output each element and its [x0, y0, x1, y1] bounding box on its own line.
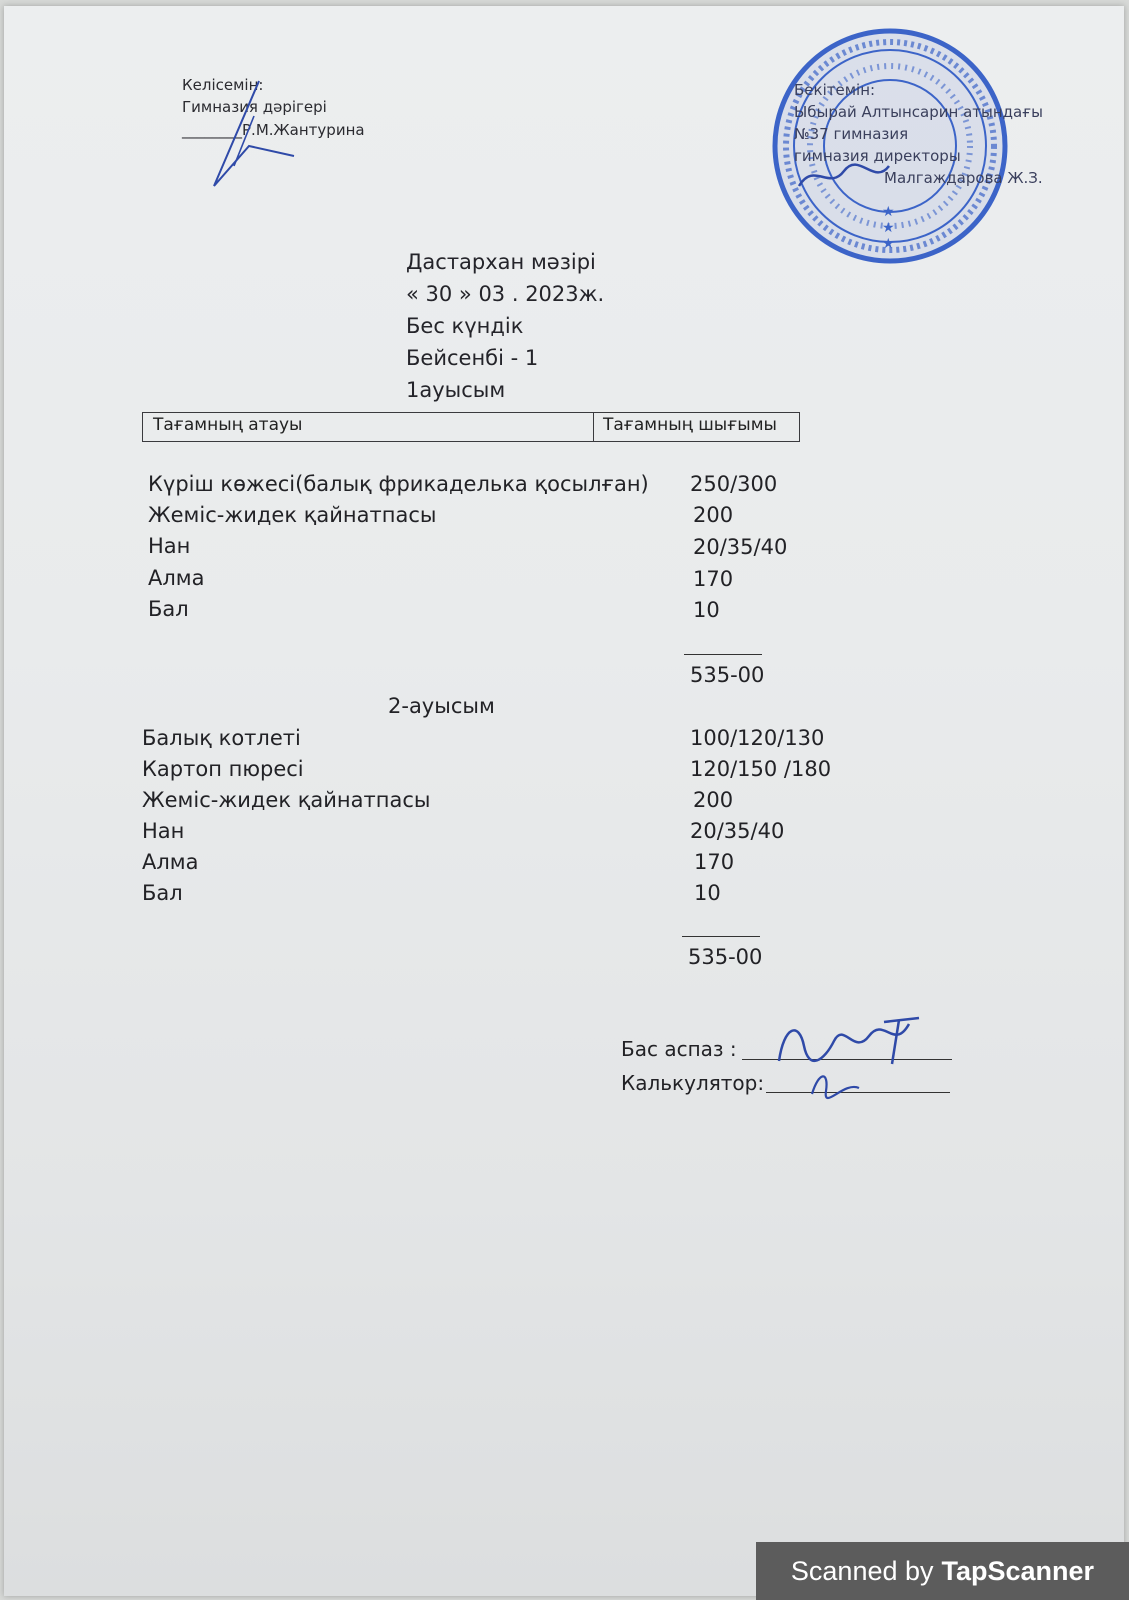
chef-label: Бас аспаз : [621, 1037, 737, 1061]
shift1-item-name: Нан [148, 534, 191, 558]
scanner-watermark-badge [756, 1542, 1129, 1600]
svg-text:★: ★ [882, 236, 895, 252]
shift1-item-name: Алма [148, 566, 205, 590]
shift1-item-name: Бал [148, 597, 189, 621]
document-page [4, 6, 1124, 1596]
menu-day: Бейсенбі - 1 [406, 346, 539, 370]
menu-date: « 30 » 03 . 2023ж. [406, 282, 605, 306]
shift1-total: 535-00 [690, 663, 765, 687]
shift1-item-name: Жеміс-жидек қайнатпасы [148, 503, 437, 527]
shift2-item-name: Бал [142, 881, 183, 905]
shift2-item-yield: 20/35/40 [690, 819, 785, 843]
column-yield-header: Тағамның шығымы [603, 415, 777, 435]
svg-text:★: ★ [882, 204, 895, 220]
chef-signature-icon [774, 1016, 924, 1071]
shift1-item-yield: 200 [693, 503, 734, 527]
approval-right-name: Малгаждарова Ж.З. [884, 169, 1043, 187]
shift2-item-yield: 100/120/130 [690, 726, 825, 750]
approval-left-role: Гимназия дәрігері [182, 98, 327, 116]
menu-title: Дастархан мәзірі [406, 250, 596, 274]
shift2-item-name: Картоп пюресі [142, 757, 304, 781]
total-underline [682, 936, 760, 937]
table-header [142, 412, 800, 442]
shift1-item-yield: 250/300 [690, 472, 778, 496]
shift1-title: 1ауысым [406, 378, 506, 402]
director-signature-icon [794, 156, 894, 196]
shift2-item-name: Жеміс-жидек қайнатпасы [142, 788, 431, 812]
shift2-item-name: Балық котлеті [142, 726, 301, 750]
shift2-item-yield: 170 [694, 850, 735, 874]
shift1-item-yield: 20/35/40 [693, 535, 788, 559]
approval-right-number: №37 гимназия [794, 125, 909, 143]
column-divider [593, 413, 594, 441]
official-stamp-icon [770, 26, 1010, 266]
approval-right-role: гимназия директоры [794, 147, 961, 165]
shift1-item-yield: 170 [693, 567, 734, 591]
menu-period: Бес күндік [406, 314, 524, 338]
svg-text:★: ★ [882, 220, 895, 236]
shift2-item-yield: 200 [693, 788, 734, 812]
shift1-item-yield: 10 [693, 598, 720, 622]
approval-right-label: Бекітемін: [794, 81, 876, 99]
doctor-signature-icon [194, 76, 304, 196]
shift2-total: 535-00 [688, 945, 763, 969]
approval-left-label: Келісемін: [182, 76, 264, 94]
total-underline [684, 654, 762, 655]
shift1-item-name: Күріш көжесі(балық фрикаделька қосылған) [148, 472, 649, 496]
badge-prefix: Scanned by [790, 1555, 934, 1586]
shift2-item-name: Нан [142, 819, 185, 843]
approval-right-school: Ыбырай Алтынсарин атындағы [794, 103, 1043, 121]
approval-left-name: ________Р.М.Жантурина [182, 121, 365, 139]
shift2-item-name: Алма [142, 850, 199, 874]
shift2-item-yield: 120/150 /180 [690, 757, 832, 781]
shift2-title: 2-ауысым [388, 694, 495, 718]
calculator-label: Калькулятор: [621, 1071, 765, 1095]
column-name-header: Тағамның атауы [153, 415, 303, 435]
badge-brand: TapScanner [941, 1555, 1095, 1586]
calculator-signature-icon [804, 1066, 864, 1101]
shift2-item-yield: 10 [694, 881, 721, 905]
